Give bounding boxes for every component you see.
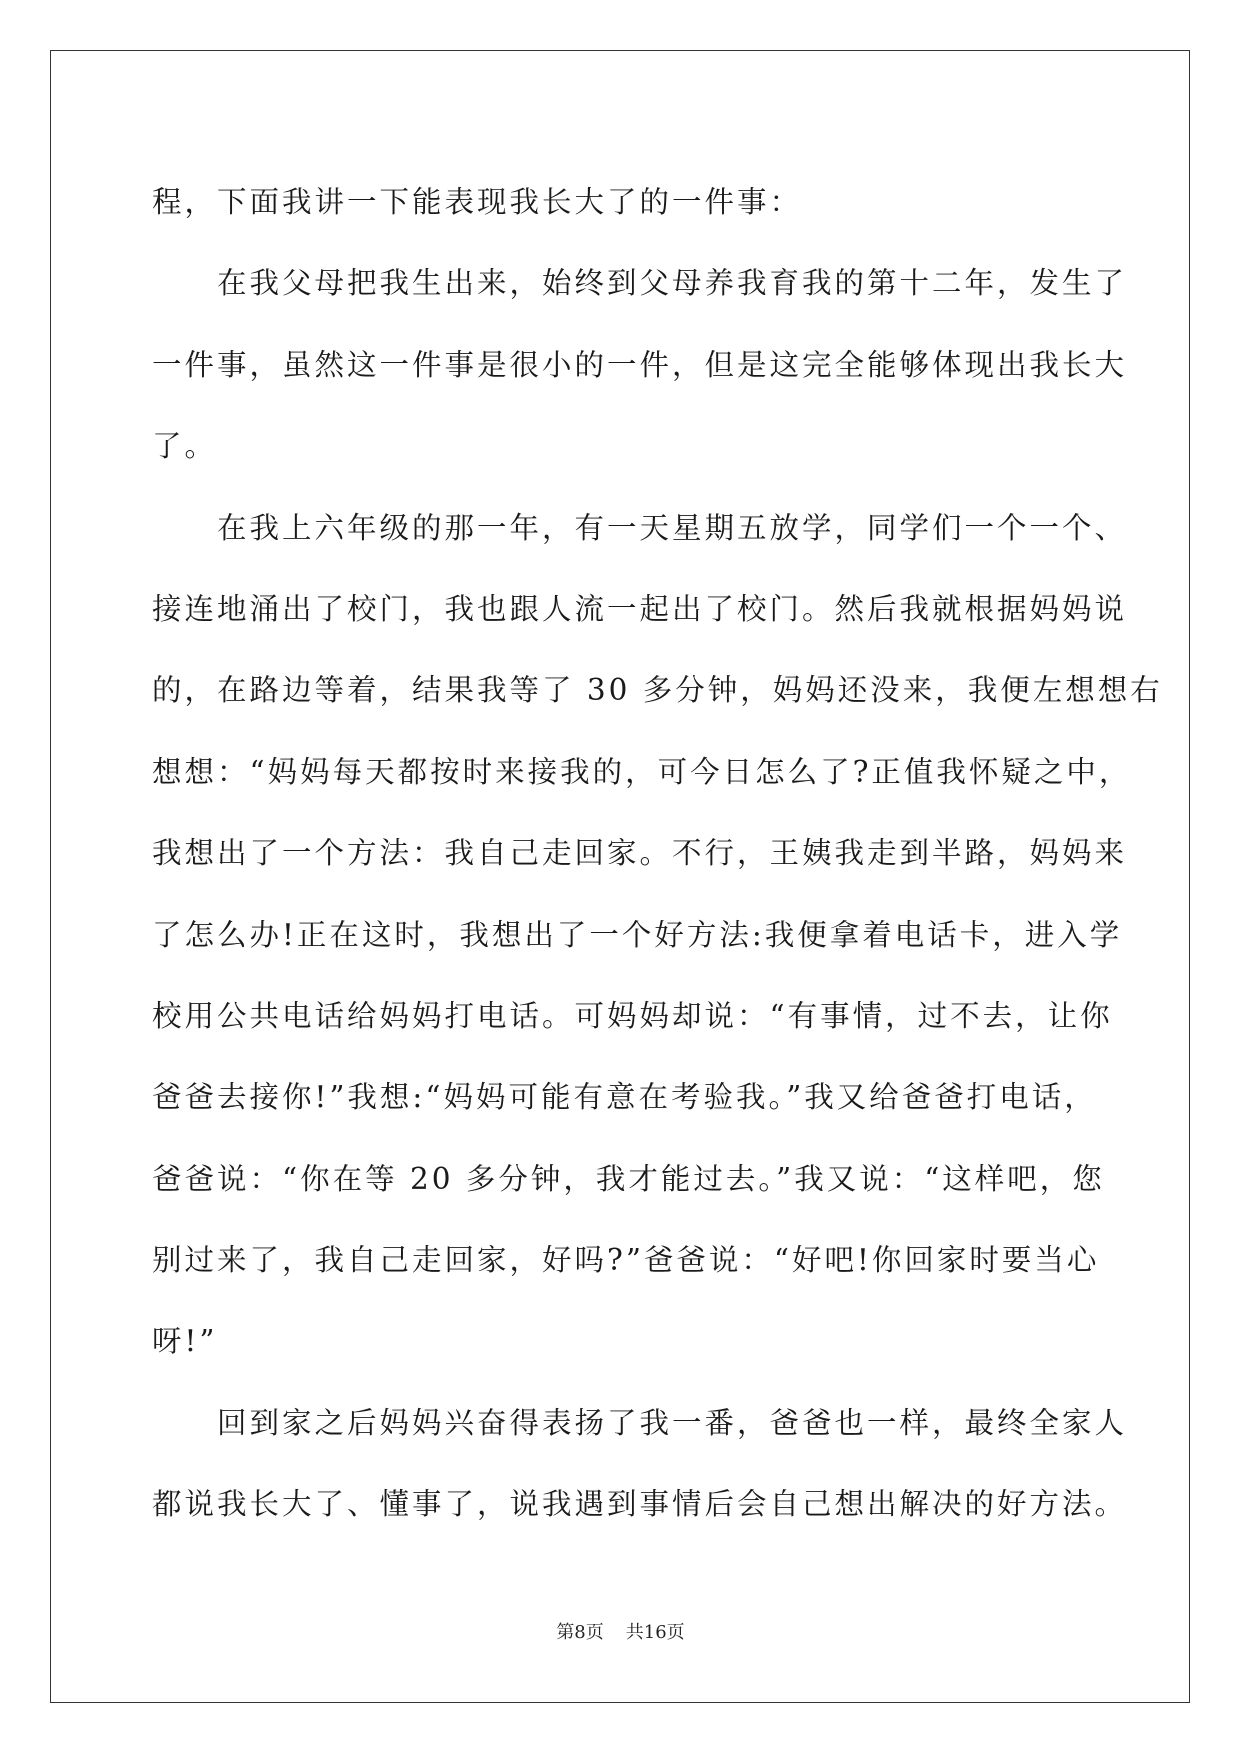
text-line: 回到家之后妈妈兴奋得表扬了我一番，爸爸也一样，最终全家人 xyxy=(152,1405,1128,1440)
page-footer xyxy=(0,1618,1241,1644)
text-line: 的，在路边等着，结果我等了 30 多分钟，妈妈还没来，我便左想想右 xyxy=(152,673,1163,708)
page-total: 共16页 xyxy=(625,1622,685,1643)
paragraph-1 xyxy=(152,162,1092,243)
text-line: 别过来了，我自己走回家，好吗?”爸爸说：“好吧!你回家时要当心 xyxy=(152,1243,1100,1278)
text-line: 爸爸去接你!”我想:“妈妈可能有意在考验我。”我又给爸爸打电话， xyxy=(152,1080,1097,1115)
paragraph-4 xyxy=(152,1383,1128,1546)
text-line: 校用公共电话给妈妈打电话。可妈妈却说：“有事情，过不去，让你 xyxy=(152,998,1113,1033)
text-line: 想想：“妈妈每天都按时来接我的，可今日怎么了?正值我怀疑之中， xyxy=(152,754,1132,789)
text-line: 我想出了一个方法：我自己走回家。不行，王姨我走到半路，妈妈来 xyxy=(152,836,1128,871)
text-line: 在我父母把我生出来，始终到父母养我育我的第十二年，发生了 xyxy=(152,266,1128,301)
text-line: 了。 xyxy=(152,429,218,464)
page-number: 第8页 xyxy=(556,1622,604,1643)
paragraph-3 xyxy=(152,488,1163,1383)
text-line: 了怎么办!正在这时，我想出了一个好方法:我便拿着电话卡，进入学 xyxy=(152,917,1123,952)
text-line: 接连地涌出了校门，我也跟人流一起出了校门。然后我就根据妈妈说 xyxy=(152,591,1128,626)
text-line: 呀!” xyxy=(152,1324,218,1359)
text-line: 都说我长大了、懂事了，说我遇到事情后会自己想出解决的好方法。 xyxy=(152,1487,1128,1522)
text-line: 一件事，虽然这一件事是很小的一件，但是这完全能够体现出我长大 xyxy=(152,347,1128,382)
text-line: 爸爸说：“你在等 20 多分钟，我才能过去。”我又说：“这样吧，您 xyxy=(152,1161,1105,1196)
text-line: 在我上六年级的那一年，有一天星期五放学，同学们一个一个、 xyxy=(152,510,1128,545)
document-body xyxy=(152,162,1163,1546)
text-line: 程，下面我讲一下能表现我长大了的一件事： xyxy=(152,185,803,219)
paragraph-2 xyxy=(152,243,1128,487)
